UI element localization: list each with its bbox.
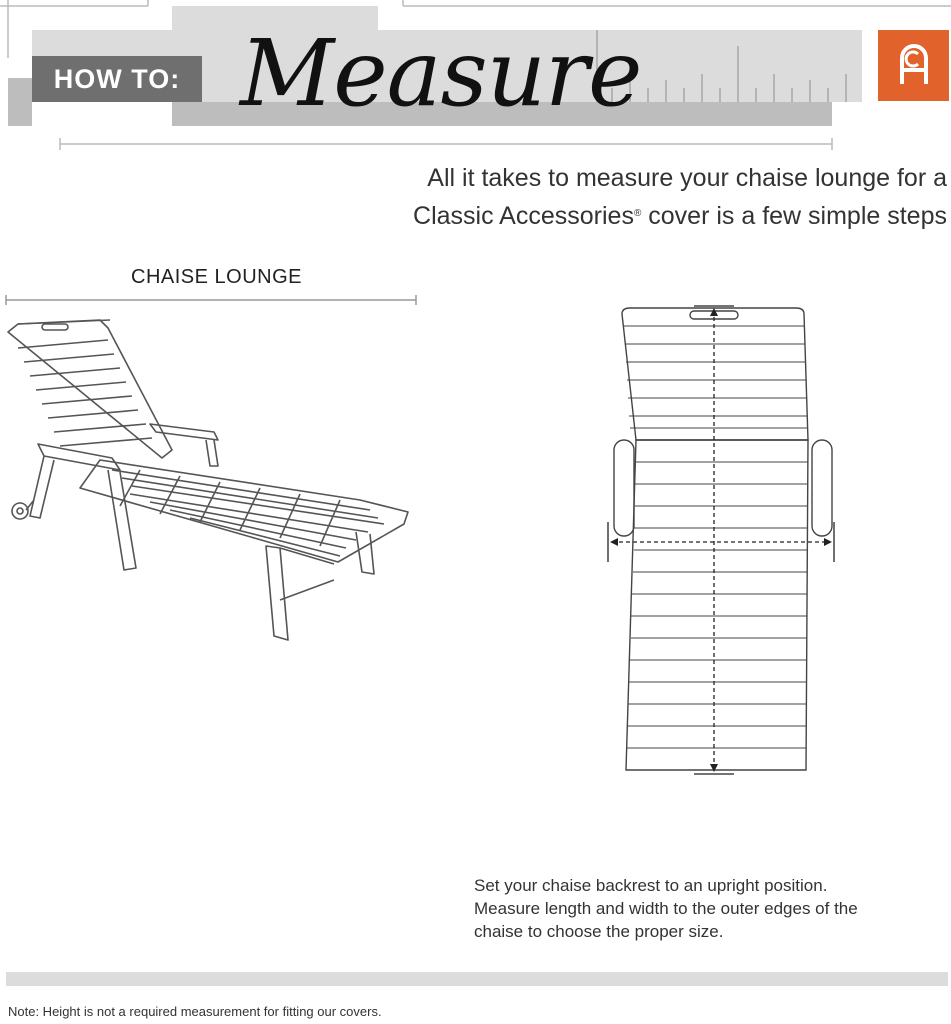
instructions-text	[474, 874, 944, 943]
page-title: Measure	[240, 20, 642, 127]
instruction-line-1: Set your chaise backrest to an upright position.	[474, 876, 828, 895]
section-title-underline	[0, 294, 420, 306]
intro-line-1: All it takes to measure your chaise lounge for a	[427, 164, 947, 192]
footer-note: Note: Height is not a required measurement for fitting our covers.	[8, 1004, 382, 1019]
classic-accessories-logo-icon	[878, 30, 949, 101]
how-to-label: HOW TO:	[32, 56, 202, 102]
instruction-line-2: Measure length and width to the outer edges of the	[474, 899, 858, 918]
registered-mark: ®	[633, 208, 642, 219]
intro-line-2: Classic Accessories® cover is a few simple steps	[413, 202, 947, 230]
chaise-top-view-diagram	[600, 300, 845, 810]
section-title: CHAISE LOUNGE	[131, 266, 302, 288]
intro-text	[413, 160, 947, 234]
chaise-lounge-illustration	[0, 310, 420, 650]
instruction-line-3: chaise to choose the proper size.	[474, 922, 724, 941]
footer-divider	[6, 972, 948, 986]
